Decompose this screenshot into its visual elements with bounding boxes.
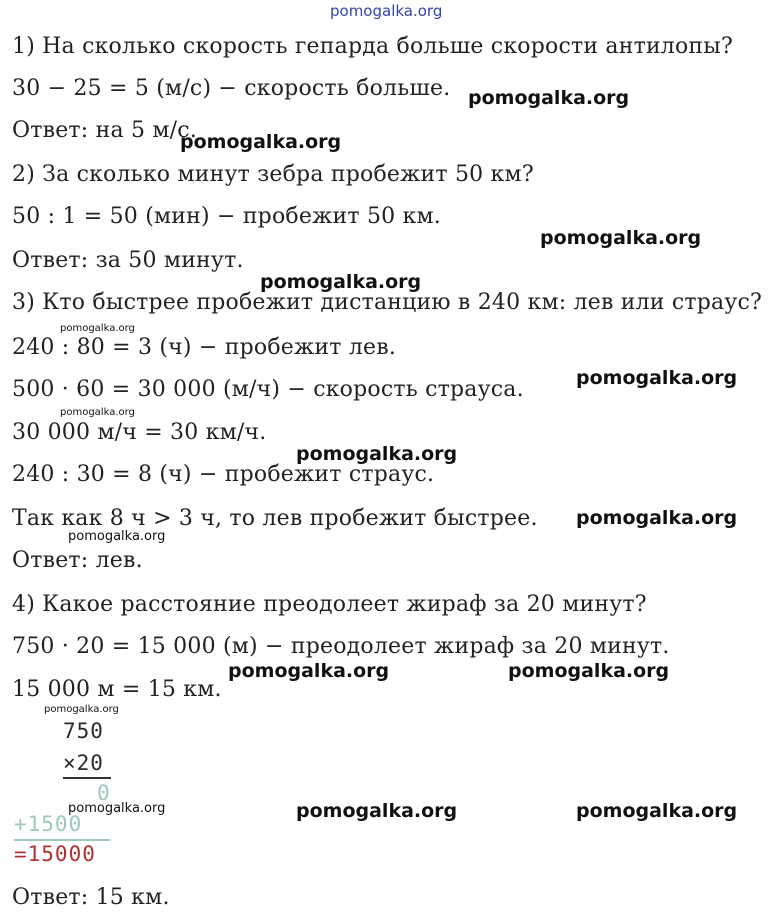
- watermark: pomogalka.org: [180, 131, 342, 153]
- watermark-small: pomogalka.org: [68, 801, 166, 816]
- calc-multiplier: ×20: [63, 751, 104, 775]
- watermark-small: pomogalka.org: [60, 323, 135, 334]
- calc-partial: 0: [97, 781, 111, 805]
- watermark: pomogalka.org: [576, 800, 738, 822]
- calc-multiplicand: 750: [63, 719, 104, 743]
- watermark: pomogalka.org: [260, 271, 422, 293]
- solution-line: 15 000 м = 15 км.: [12, 677, 222, 702]
- answer-2: Ответ: за 50 минут.: [12, 248, 244, 273]
- watermark: pomogalka.org: [296, 443, 458, 465]
- calc-rule: [14, 839, 110, 841]
- watermark-top: pomogalka.org: [330, 2, 443, 20]
- watermark: pomogalka.org: [576, 367, 738, 389]
- watermark-small: pomogalka.org: [60, 407, 135, 418]
- solution-line: 750 · 20 = 15 000 (м) − преодолеет жираф за 20 минут.: [12, 634, 670, 659]
- question-4: 4) Какое расстояние преодолеет жираф за 20 минут?: [12, 592, 647, 617]
- watermark-small: pomogalka.org: [68, 529, 166, 544]
- solution-line: 30 − 25 = 5 (м/с) − скорость больше.: [12, 76, 451, 101]
- solution-line: 240 : 30 = 8 (ч) − пробежит страус.: [12, 462, 435, 487]
- watermark: pomogalka.org: [576, 507, 738, 529]
- conclusion-line: Так как 8 ч > 3 ч, то лев пробежит быстрее.: [12, 506, 538, 531]
- solution-line: 240 : 80 = 3 (ч) − пробежит лев.: [12, 335, 397, 360]
- watermark: pomogalka.org: [540, 227, 702, 249]
- watermark: pomogalka.org: [508, 660, 670, 682]
- watermark: pomogalka.org: [228, 660, 390, 682]
- solution-line: 50 : 1 = 50 (мин) − пробежит 50 км.: [12, 204, 441, 229]
- watermark-small: pomogalka.org: [44, 704, 119, 715]
- calc-sum: +1500: [14, 812, 83, 836]
- solution-line: 30 000 м/ч = 30 км/ч.: [12, 420, 267, 445]
- answer-3: Ответ: лев.: [12, 548, 143, 573]
- answer-1: Ответ: на 5 м/с.: [12, 118, 197, 143]
- answer-4: Ответ: 15 км.: [12, 885, 170, 910]
- calc-result: =15000: [14, 842, 96, 866]
- question-3: 3) Кто быстрее пробежит дистанцию в 240 км: лев или страус?: [12, 290, 762, 315]
- question-2: 2) За сколько минут зебра пробежит 50 км?: [12, 162, 534, 187]
- watermark: pomogalka.org: [468, 87, 630, 109]
- solution-line: 500 · 60 = 30 000 (м/ч) − скорость страуса.: [12, 377, 524, 402]
- calc-rule: [63, 777, 111, 779]
- watermark: pomogalka.org: [296, 800, 458, 822]
- question-1: 1) На сколько скорость гепарда больше скорости антилопы?: [12, 34, 734, 59]
